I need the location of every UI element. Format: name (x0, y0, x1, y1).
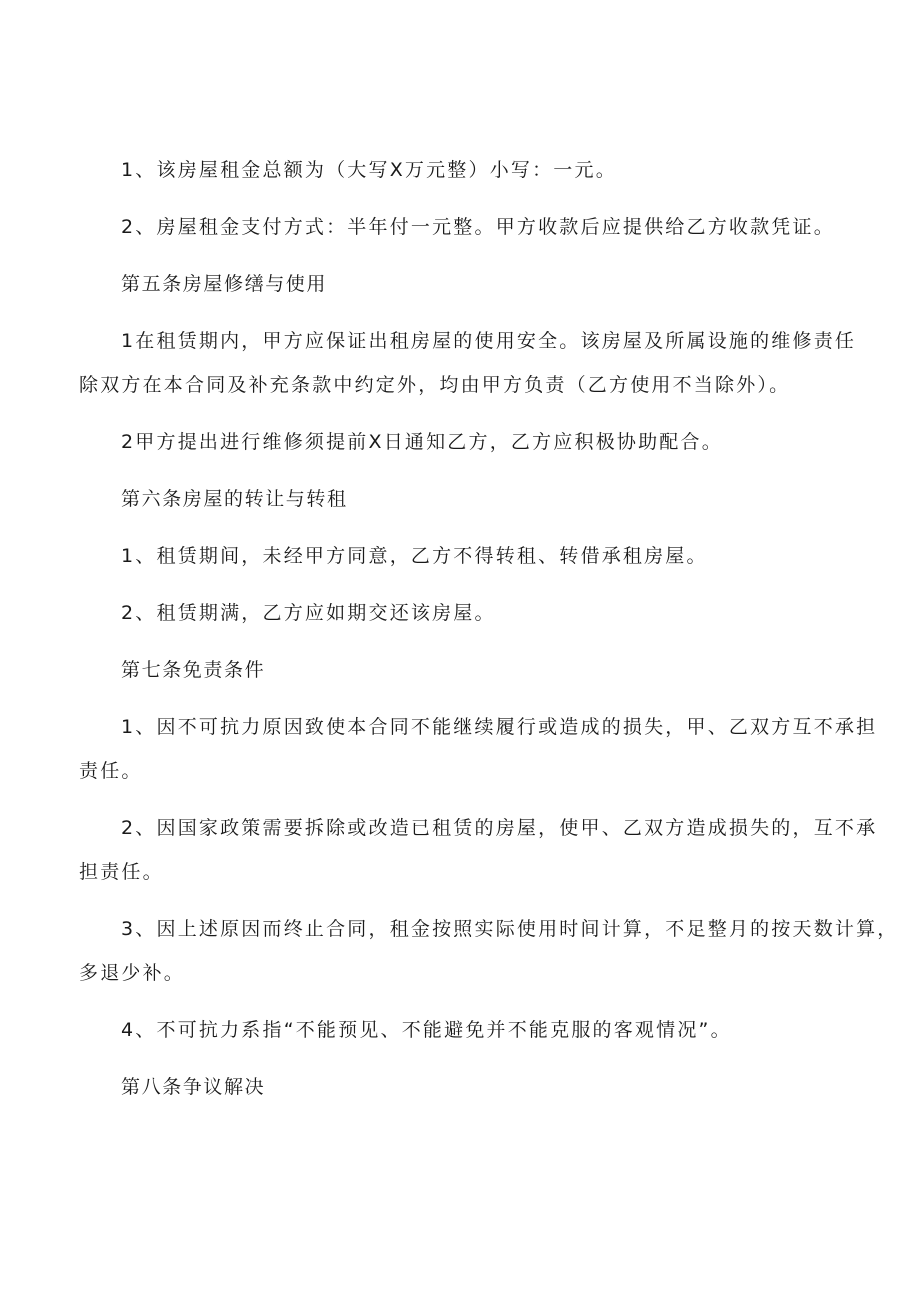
clause-6-item-2: 2、租赁期满，乙方应如期交还该房屋。 (121, 602, 496, 624)
clause-7-item-2-line-1: 2、因国家政策需要拆除或改造已租赁的房屋，使甲、乙双方造成损失的，互不承 (121, 817, 878, 839)
clause-6-item-1: 1、租赁期间，未经甲方同意，乙方不得转租、转借承租房屋。 (121, 545, 708, 567)
section-heading-6: 第六条房屋的转让与转租 (121, 488, 348, 510)
section-heading-7: 第七条免责条件 (121, 659, 266, 681)
clause-5-item-1-line-1: 1在租赁期内，甲方应保证出租房屋的使用安全。该房屋及所属设施的维修责任 (121, 330, 857, 352)
clause-4-item-2: 2、房屋租金支付方式：半年付一元整。甲方收款后应提供给乙方收款凭证。 (121, 216, 835, 238)
clause-5-item-2: 2甲方提出进行维修须提前X日通知乙方，乙方应积极协助配合。 (121, 431, 723, 453)
clause-7-item-1-line-2: 责任。 (79, 760, 143, 782)
clause-4-item-1: 1、该房屋租金总额为（大写X万元整）小写：一元。 (121, 159, 617, 181)
clause-5-item-1-line-2: 除双方在本合同及补充条款中约定外，均由甲方负责（乙方使用不当除外）。 (79, 374, 791, 396)
clause-7-item-3-line-2: 多退少补。 (79, 962, 186, 984)
section-heading-5: 第五条房屋修缮与使用 (121, 273, 328, 295)
clause-7-item-3-line-1: 3、因上述原因而终止合同，租金按照实际使用时间计算，不足整月的按天数计算， (121, 918, 899, 940)
clause-7-item-2-line-2: 担责任。 (79, 861, 164, 883)
section-heading-8: 第八条争议解决 (121, 1076, 266, 1098)
clause-7-item-1-line-1: 1、因不可抗力原因致使本合同不能继续履行或造成的损失，甲、乙双方互不承担 (121, 716, 878, 738)
clause-7-item-4: 4、不可抗力系指“不能预见、不能避免并不能克服的客观情况”。 (121, 1019, 732, 1041)
